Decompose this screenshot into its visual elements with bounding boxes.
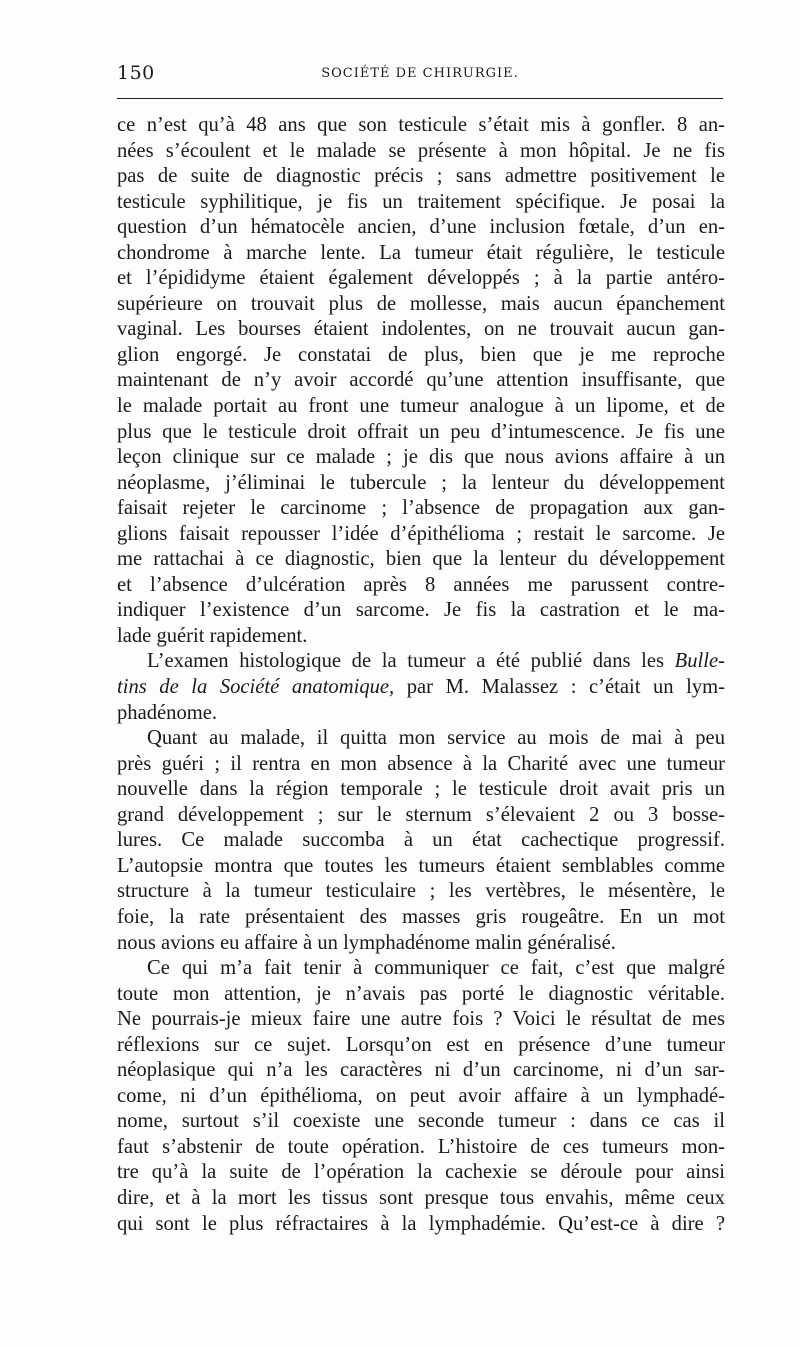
text-line: néoplasme, j’éliminai le tubercule ; la lenteur du développement: [117, 471, 725, 494]
text-line: ce n’est qu’à 48 ans que son testicule s’était mis à gonfler. 8 an-: [117, 114, 725, 136]
paragraph-4: [117, 956, 725, 1237]
paragraph-1: [117, 113, 725, 649]
text-line: come, ni d’un épithélioma, on peut avoir affaire à un lymphadé-: [117, 1084, 725, 1107]
paragraph-2: [117, 649, 725, 726]
text-line: qui sont le plus réfractaires à la lymphadémie. Qu’est-ce à dire ?: [117, 1212, 725, 1235]
text-line: plus que le testicule droit offrait un peu d’intumescence. Je fis une: [117, 420, 725, 443]
text-line: L’autopsie montra que toutes les tumeurs étaient semblables comme: [117, 854, 725, 877]
text-line: nous avions eu affaire à un lymphadénome malin généralisé.: [117, 931, 616, 954]
text-line: nouvelle dans la région temporale ; le testicule droit avait pris un: [117, 778, 725, 801]
header-rule: [117, 98, 723, 99]
text-line: faisait rejeter le carcinome ; l’absence de propagation aux gan-: [117, 497, 725, 520]
page-header: [117, 62, 723, 86]
text-line: lade guérit rapidement.: [117, 624, 308, 647]
text-line: Ce qui m’a fait tenir à communiquer ce fait, c’est que malgré: [147, 957, 725, 980]
text-line: grand développement ; sur le sternum s’élevaient 2 ou 3 bosse-: [117, 803, 725, 826]
text-line: me rattachai à ce diagnostic, bien que la lenteur du développement: [117, 548, 725, 571]
text-line: structure à la tumeur testiculaire ; les vertèbres, le mésentère, le: [117, 880, 725, 903]
italic-title: tins de la Société anatomique,: [117, 676, 395, 699]
text-line: leçon clinique sur ce malade ; je dis que nous avions affaire à un: [117, 446, 725, 469]
text-line: lures. Ce malade succomba à un état cachectique progressif.: [117, 829, 725, 852]
text-line: faut s’abstenir de toute opération. L’histoire de ces tumeurs mon-: [117, 1135, 725, 1158]
text-line: chondrome à marche lente. La tumeur était régulière, le testicule: [117, 241, 725, 264]
text-line: dire, et à la mort les tissus sont presque tous envahis, même ceux: [117, 1186, 725, 1209]
text-line: supérieure on trouvait plus de mollesse, mais aucun épanchement: [117, 292, 725, 315]
text-line: [117, 675, 725, 701]
text-line: maintenant de n’y avoir accordé qu’une attention insuffisante, que: [117, 369, 725, 392]
text-line: réflexions sur ce sujet. Lorsqu’on est en présence d’une tumeur: [117, 1033, 725, 1056]
body-text: [117, 113, 725, 1237]
text-line: Quant au malade, il quitta mon service au mois de mai à peu: [147, 727, 725, 750]
italic-title: Bulle-: [674, 650, 725, 673]
text-line: nées s’écoulent et le malade se présente à mon hôpital. Je ne fis: [117, 139, 725, 162]
text-line: indiquer l’existence d’un sarcome. Je fis la castration et le ma-: [117, 599, 725, 622]
page-number: 150: [117, 62, 155, 84]
text-line: glions faisait repousser l’idée d’épithélioma ; restait le sarcome. Je: [117, 522, 725, 545]
text-line: toute mon attention, je n’avais pas porté le diagnostic véritable.: [117, 982, 725, 1005]
text-line: pas de suite de diagnostic précis ; sans admettre positivement le: [117, 165, 725, 188]
text-line: glion engorgé. Je constatai de plus, bien que je me reproche: [117, 343, 725, 366]
text-fragment: par M. Malassez : c’était un lym-: [394, 676, 725, 699]
text-line: foie, la rate présentaient des masses gris rougeâtre. En un mot: [117, 905, 725, 928]
text-line: nome, surtout s’il coexiste une seconde tumeur : dans ce cas il: [117, 1110, 725, 1133]
running-head: SOCIÉTÉ DE CHIRURGIE.: [321, 66, 519, 81]
text-line: tre qu’à la suite de l’opération la cachexie se déroule pour ainsi: [117, 1161, 725, 1184]
text-line: phadénome.: [117, 701, 218, 724]
text-line: et l’épididyme étaient également développés ; à la partie antéro-: [117, 267, 725, 290]
text-line: question d’un hématocèle ancien, d’une inclusion fœtale, d’un en-: [117, 216, 725, 239]
text-line: Ne pourrais-je mieux faire une autre fois ? Voici le résultat de mes: [117, 1008, 725, 1031]
text-line: testicule syphilitique, je fis un traitement spécifique. Je posai la: [117, 190, 725, 213]
text-line: le malade portait au front une tumeur analogue à un lipome, et de: [117, 395, 725, 418]
text-line: vaginal. Les bourses étaient indolentes, on ne trouvait aucun gan-: [117, 318, 725, 341]
text-line: près guéri ; il rentra en mon absence à la Charité avec une tumeur: [117, 752, 725, 775]
text-line: et l’absence d’ulcération après 8 années me parussent contre-: [117, 573, 725, 596]
text-line: néoplasique qui n’a les caractères ni d’un carcinome, ni d’un sar-: [117, 1059, 725, 1082]
paragraph-3: [117, 726, 725, 956]
text-fragment: L’examen histologique de la tumeur a été publié dans les: [147, 650, 675, 673]
text-line: [117, 649, 725, 675]
